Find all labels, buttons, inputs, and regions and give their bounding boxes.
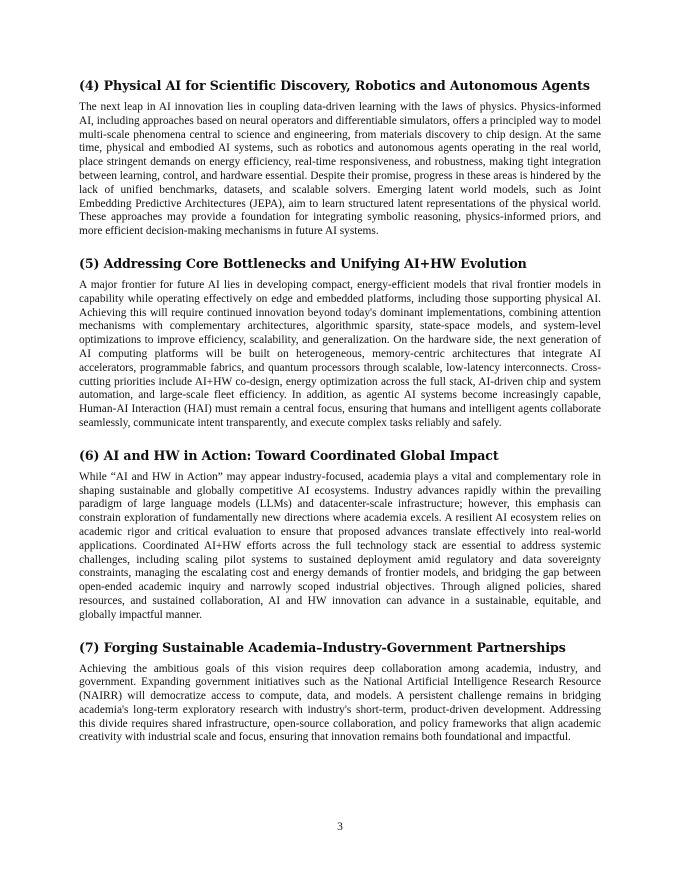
section-paragraph: Achieving the ambitious goals of this vision requires deep collaboration among academia, industry, and government. Expanding government initiatives such as the National Artificial Intelligence Research Resource (NAIRR) will democratize access to compute, data, and models. A persistent challenge remains in bridging academia's long-term exploratory research with industry's short-term, product-driven development. Addressing this divide requires shared infrastructure, open-source collaboration, and policy frameworks that align academic creativity with industrial scale and focus, ensuring that innovation remains both foundational and impactful. — [79, 662, 601, 744]
section-heading: (6) AI and HW in Action: Toward Coordinated Global Impact — [79, 447, 499, 463]
section-paragraph: While “AI and HW in Action” may appear industry-focused, academia plays a vital and complementary role in shaping sustainable and globally competitive AI ecosystems. Industry advances rapidly within the prevailing paradigm of large language models (LLMs) and datacenter-scale infrastructure; however, this emphasis can constrain exploration of fundamentally new directions where academia excels. A resilient AI ecosystem relies on academic rigor and critical evaluation to ensure that proposed advances translate effectively into real-world applications. Coordinated AI+HW efforts across the full technology stack are essential to address systemic challenges, including scaling pilot systems to sustained deployment amid regulatory and data sovereignty constraints, managing the escalating cost and energy demands of frontier models, and bridging the gap between open-ended academic inquiry and narrowly scoped industrial objectives. Through aligned policies, shared resources, and sustained collaboration, AI and HW innovation can advance in a sustainable, equitable, and globally impactful manner. — [79, 470, 601, 621]
section-paragraph: A major frontier for future AI lies in developing compact, energy-efficient models that rival frontier models in capability while operating effectively on edge and embedded platforms, including those supporting physical AI. Achieving this will require continued innovation beyond today's dominant implementations, combining attention mechanisms with complementary architectures, algorithmic sparsity, state-space models, and system-level optimizations to improve efficiency, scalability, and generalization. On the hardware side, the next generation of AI computing platforms will be built on heterogeneous, memory-centric architectures that integrate AI accelerators, programmable fabrics, and quantum processors through scalable, low-latency interconnects. Cross-cutting priorities include AI+HW co-design, energy optimization across the full stack, AI-driven chip and system automation, and large-scale fleet efficiency. In addition, as agentic AI systems become increasingly capable, Human-AI Interaction (HAI) must remain a central focus, ensuring that humans and intelligent agents collaborate seamlessly, communicate intent transparently, and execute complex tasks reliably and safely. — [79, 278, 601, 429]
section-ai-hw-in-action — [79, 447, 601, 623]
section-paragraph: The next leap in AI innovation lies in coupling data-driven learning with the laws of physics. Physics-informed AI, including approaches based on neural operators and differentiable simulators, offers a principled way to model multi-scale phenomena central to science and engineering, from materials discovery to chip design. At the same time, physical and embodied AI systems, such as robotics and autonomous agents operating in the real world, place stringent demands on energy efficiency, real-time responsiveness, and robustness, making tight integration between learning, control, and hardware essential. Despite their promise, progress in these areas is hindered by the lack of unified benchmarks, datasets, and scalable solvers. Emerging latent world models, such as Joint Embedding Predictive Architectures (JEPA), aim to learn structured latent representations of the physical world. These approaches may provide a foundation for integrating symbolic reasoning, physics-informed priors, and more efficient decision-making mechanisms in future AI systems. — [79, 101, 601, 238]
section-core-bottlenecks — [79, 255, 601, 431]
page-number: 3 — [337, 821, 343, 833]
section-heading: (4) Physical AI for Scientific Discovery, Robotics and Autonomous Agents — [79, 78, 590, 93]
section-heading: (5) Addressing Core Bottlenecks and Unifying AI+HW Evolution — [79, 255, 527, 271]
section-physical-ai — [79, 77, 601, 239]
section-partnerships — [79, 639, 601, 746]
document-page — [79, 77, 601, 761]
section-heading: (7) Forging Sustainable Academia–Industry-Government Partnerships — [79, 639, 566, 655]
